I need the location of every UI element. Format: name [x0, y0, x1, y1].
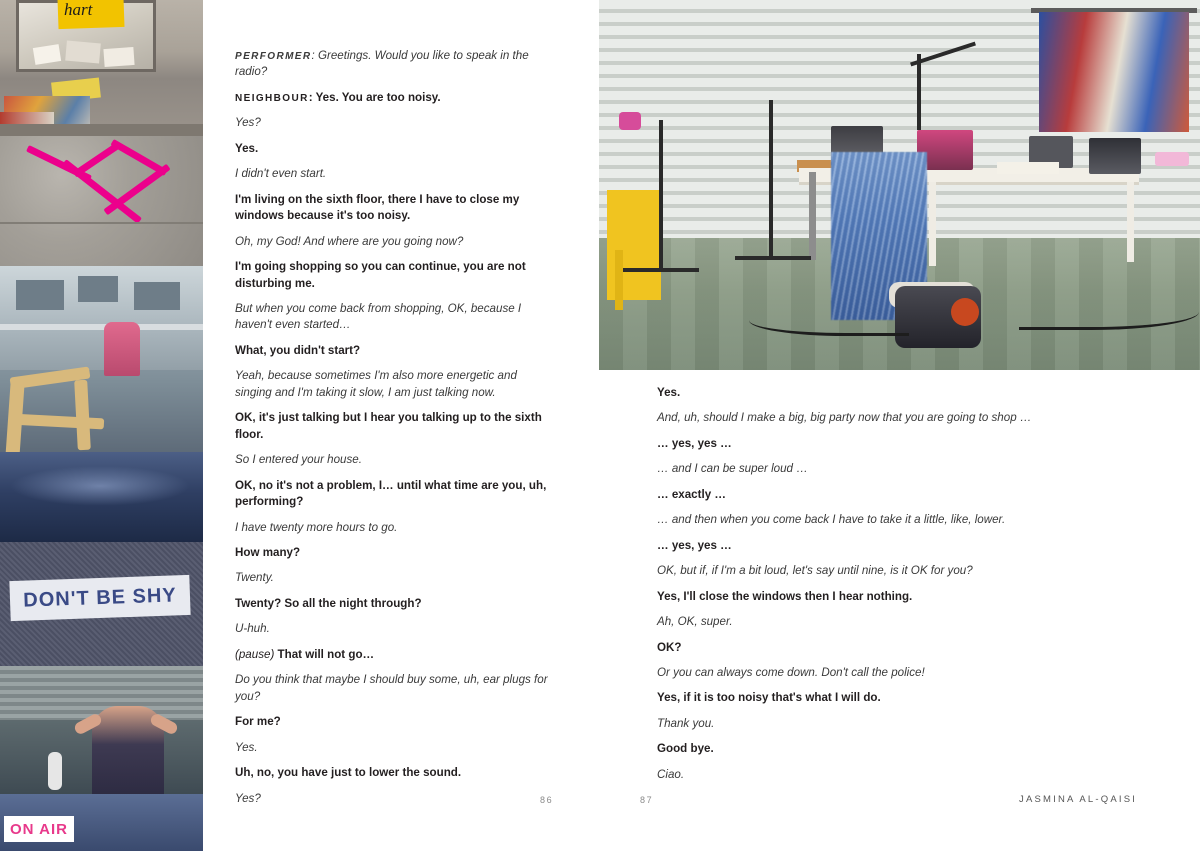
transcript-line — [235, 166, 550, 182]
transcript-line — [235, 570, 550, 586]
transcript-column-left — [235, 48, 550, 816]
yellow-chair — [607, 190, 661, 300]
transcript-text: For me? — [235, 715, 281, 729]
transcript-text: And, uh, should I make a big, big party now that you are going to shop … — [657, 411, 1032, 425]
spray-heart — [24, 152, 184, 248]
table-leg — [929, 182, 936, 266]
transcript-text: I'm going shopping so you can continue, you are not disturbing me. — [235, 260, 526, 290]
shop-sign-label: hart — [64, 0, 93, 19]
transcript-line — [235, 647, 550, 663]
transcript-text: OK, no it's not a problem, I… until what time are you, uh, performing? — [235, 478, 547, 509]
transcript-line — [657, 436, 1037, 452]
sign-plate — [9, 575, 190, 621]
transcript-line — [657, 410, 1037, 426]
folio-right: 87 — [640, 795, 654, 805]
transcript-text: Thank you. — [657, 716, 715, 730]
transcript-text: What, you didn't start? — [235, 343, 361, 357]
table-leg — [1127, 182, 1134, 262]
transcript-text: … and then when you come back I have to take it a little, like, lower. — [657, 513, 1006, 527]
transcript-line — [657, 538, 1037, 554]
transcript-line — [657, 563, 1037, 579]
photo-shop-window-flyers — [0, 0, 203, 136]
transcript-text: … yes, yes … — [657, 436, 732, 450]
photo-dont-be-shy-sign — [0, 542, 203, 666]
on-air-label: ON AIR — [10, 820, 68, 838]
transcript-line — [235, 740, 550, 756]
transcript-text: How many? — [235, 545, 301, 559]
mic-stand — [917, 54, 921, 130]
transcript-line — [235, 672, 550, 705]
pavement-crack — [0, 222, 203, 224]
transcript-text: Do you think that maybe I should buy some, uh, ear plugs for you? — [235, 673, 548, 703]
orange-ball — [951, 298, 979, 326]
transcript-line — [235, 48, 550, 81]
table-leg — [809, 172, 816, 260]
photo-radio-studio — [599, 0, 1200, 370]
flyer — [65, 41, 101, 64]
pink-figure — [104, 322, 140, 376]
speaker-label: NEIGHBOUR — [235, 92, 309, 104]
balcony-rail — [0, 324, 203, 330]
transcript-line — [657, 665, 1037, 681]
mic-stand-base — [623, 268, 699, 272]
folio-left: 86 — [540, 795, 554, 805]
transcript-line — [657, 512, 1037, 528]
transcript-line — [235, 343, 550, 359]
transcript-text: Good bye. — [657, 742, 714, 756]
transcript-line — [235, 368, 550, 401]
photo-strip — [0, 0, 203, 851]
transcript-text: OK, but if, if I'm a bit loud, let's say until nine, is it OK for you? — [657, 564, 973, 578]
transcript-text: Yes. — [235, 141, 259, 155]
stage-direction: (pause) — [235, 647, 278, 661]
transcript-line — [235, 621, 550, 637]
microphone — [48, 752, 62, 790]
transcript-text: Yes, I'll close the windows then I hear nothing. — [657, 589, 913, 603]
transcript-text: I have twenty more hours to go. — [235, 520, 398, 534]
transcript-line — [235, 596, 550, 612]
transcript-text: Or you can always come down. Don't call the police! — [657, 665, 925, 679]
transcript-text: But when you come back from shopping, OK, because I haven't even started… — [235, 301, 522, 332]
transcript-text: : Yes. You are too noisy. — [308, 90, 441, 104]
transcript-text: Yes. — [657, 386, 681, 399]
transcript-line — [235, 791, 550, 807]
transcript-text: OK? — [657, 640, 682, 654]
transcript-text: Ah, OK, super. — [657, 615, 733, 629]
transcript-line — [235, 90, 550, 106]
transcript-line — [657, 690, 1037, 706]
mic-stand — [769, 100, 773, 260]
kerb — [0, 124, 203, 136]
papers — [997, 162, 1059, 174]
photo-pink-spray-heart — [0, 136, 203, 266]
transcript-text: Yes. — [235, 740, 258, 754]
transcript-line — [657, 614, 1037, 630]
transcript-line — [235, 141, 550, 157]
transcript-text: Uh, no, you have just to lower the sound. — [235, 766, 462, 780]
transcript-text: Twenty? So all the night through? — [235, 596, 422, 610]
transcript-line — [235, 452, 550, 468]
transcript-line — [657, 385, 1037, 401]
transcript-line — [235, 192, 550, 225]
transcript-line — [235, 520, 550, 536]
transcript-line — [235, 115, 550, 131]
transcript-text: … and I can be super loud … — [657, 462, 808, 476]
pink-microphone — [619, 112, 641, 130]
author-credit: JASMINA AL-QAISI — [1019, 794, 1138, 805]
on-air-sign — [4, 816, 74, 842]
transcript-line — [235, 234, 550, 250]
pink-object — [1155, 152, 1189, 166]
transcript-text: Ciao. — [657, 767, 685, 781]
sign-label: DON'T BE SHY — [22, 583, 178, 612]
hanging-clothes — [1039, 12, 1189, 132]
mic-stand-base — [735, 256, 811, 260]
transcript-line — [235, 478, 550, 511]
transcript-column-right — [657, 385, 1037, 792]
transcript-text: … exactly … — [657, 487, 726, 501]
transcript-text: Oh, my God! And where are you going now? — [235, 234, 464, 248]
transcript-line — [657, 487, 1037, 503]
transcript-text: That will not go… — [277, 647, 375, 661]
transcript-text: Twenty. — [235, 571, 274, 585]
transcript-text: Yes? — [235, 791, 261, 805]
laptop — [1089, 138, 1141, 174]
transcript-line — [235, 301, 550, 334]
transcript-line — [657, 640, 1037, 656]
transcript-text: I'm living on the sixth floor, there I have to close my windows because it's too noisy. — [235, 192, 520, 223]
transcript-line — [235, 765, 550, 781]
transcript-text: Yeah, because sometimes I'm also more energetic and singing and I'm taking it slow, I am just talking now. — [235, 369, 517, 399]
photo-performer-on-air — [0, 666, 203, 851]
transcript-text: I didn't even start. — [235, 167, 327, 181]
transcript-text: U-huh. — [235, 622, 270, 636]
transcript-text: Yes? — [235, 116, 261, 130]
blue-fabric — [0, 452, 203, 542]
transcript-text: : Greetings. Would you like to speak in the radio? — [235, 49, 529, 79]
building-reflection — [0, 266, 203, 370]
speaker-label: PERFORMER — [235, 51, 312, 62]
transcript-text: OK, it's just talking but I hear you talking up to the sixth floor. — [235, 411, 542, 441]
transcript-text: Yes, if it is too noisy that's what I will do. — [657, 691, 881, 705]
transcript-text: So I entered your house. — [235, 453, 362, 467]
transcript-line — [235, 410, 550, 443]
flyer — [103, 47, 134, 67]
transcript-line — [657, 767, 1037, 783]
transcript-line — [657, 589, 1037, 605]
transcript-line — [657, 741, 1037, 757]
transcript-line — [235, 259, 550, 292]
mic-stand — [659, 120, 663, 270]
photo-window-reflection-chair — [0, 266, 203, 542]
transcript-line — [235, 545, 550, 561]
transcript-line — [657, 716, 1037, 732]
transcript-line — [235, 714, 550, 730]
transcript-text: … yes, yes … — [657, 538, 732, 552]
transcript-line — [657, 461, 1037, 477]
